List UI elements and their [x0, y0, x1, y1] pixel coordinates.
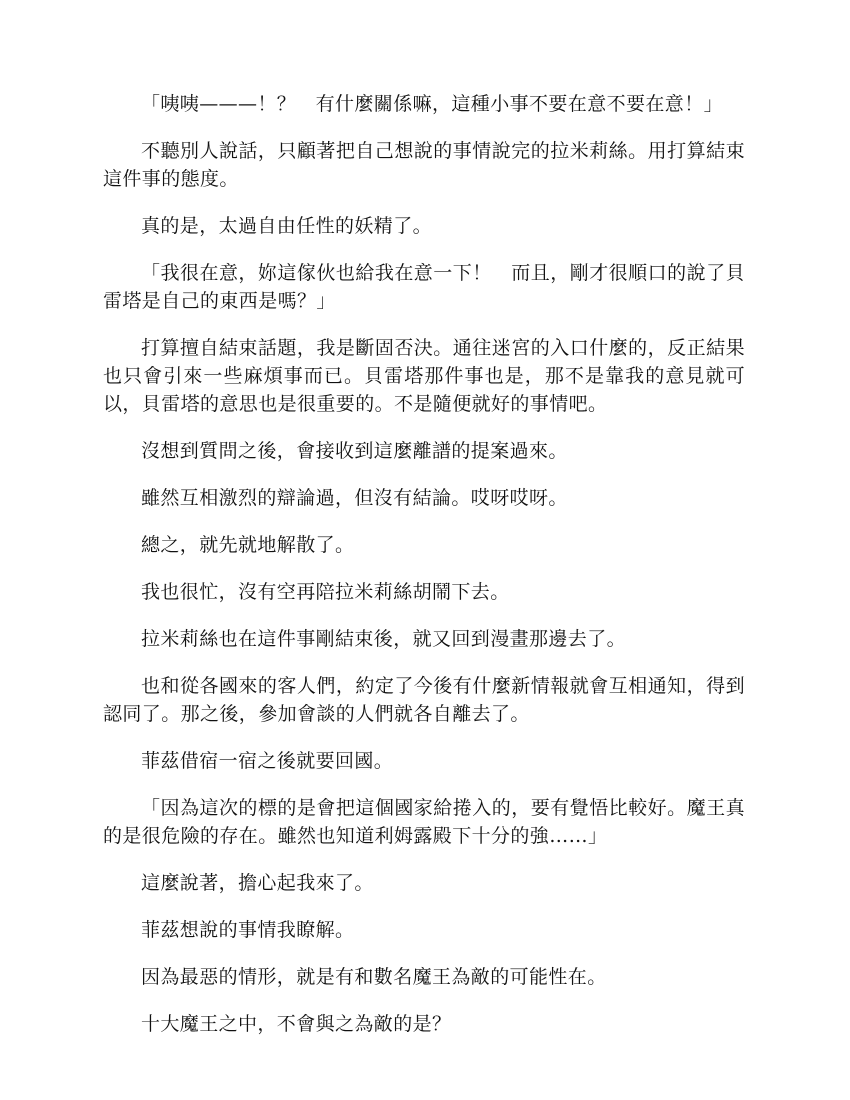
paragraph: 「咦咦———！？ 有什麼關係嘛，這種小事不要在意不要在意！」 — [141, 93, 724, 115]
paragraph: 「因為這次的標的是會把這個國家給捲入的，要有覺悟比較好。魔王真的是很危險的存在。雖然也知道利姆露殿下十分的強……」 — [103, 797, 745, 847]
paragraph: 因為最惡的情形，就是有和數名魔王為敵的可能性在。 — [141, 966, 607, 988]
paragraph: 也和從各國來的客人們，約定了今後有什麼新情報就會互相通知，得到認同了。那之後，參加會談的人們就各自離去了。 — [103, 675, 745, 725]
paragraph: 不聽別人說話，只顧著把自己想說的事情說完的拉米莉絲。用打算結束這件事的態度。 — [103, 140, 745, 190]
document-page — [103, 90, 745, 1057]
paragraph: 打算擅自結束話題，我是斷固否決。通往迷宮的入口什麼的，反正結果也只會引來一些麻煩事而已。貝雷塔那件事也是，那不是靠我的意見就可以，貝雷塔的意思也是很重要的。不是隨便就好的事情吧。 — [103, 337, 745, 415]
paragraph: 這麼說著，擔心起我來了。 — [141, 872, 374, 894]
paragraph: 菲茲借宿一宿之後就要回國。 — [141, 750, 394, 772]
paragraph: 我也很忙，沒有空再陪拉米莉絲胡鬧下去。 — [141, 581, 510, 603]
paragraph: 「我很在意，妳這傢伙也給我在意一下！ 而且，剛才很順口的說了貝雷塔是自己的東西是嗎？」 — [103, 262, 745, 312]
paragraph: 雖然互相激烈的辯論過，但沒有結論。哎呀哎呀。 — [141, 487, 568, 509]
paragraph: 真的是，太過自由任性的妖精了。 — [141, 215, 433, 237]
paragraph: 沒想到質問之後，會接收到這麼離譜的提案過來。 — [141, 440, 568, 462]
paragraph: 十大魔王之中，不會與之為敵的是？ — [141, 1013, 452, 1035]
paragraph: 菲茲想說的事情我瞭解。 — [141, 919, 355, 941]
paragraph: 總之，就先就地解散了。 — [141, 534, 355, 556]
paragraph: 拉米莉絲也在這件事剛結束後，就又回到漫畫那邊去了。 — [141, 628, 627, 650]
